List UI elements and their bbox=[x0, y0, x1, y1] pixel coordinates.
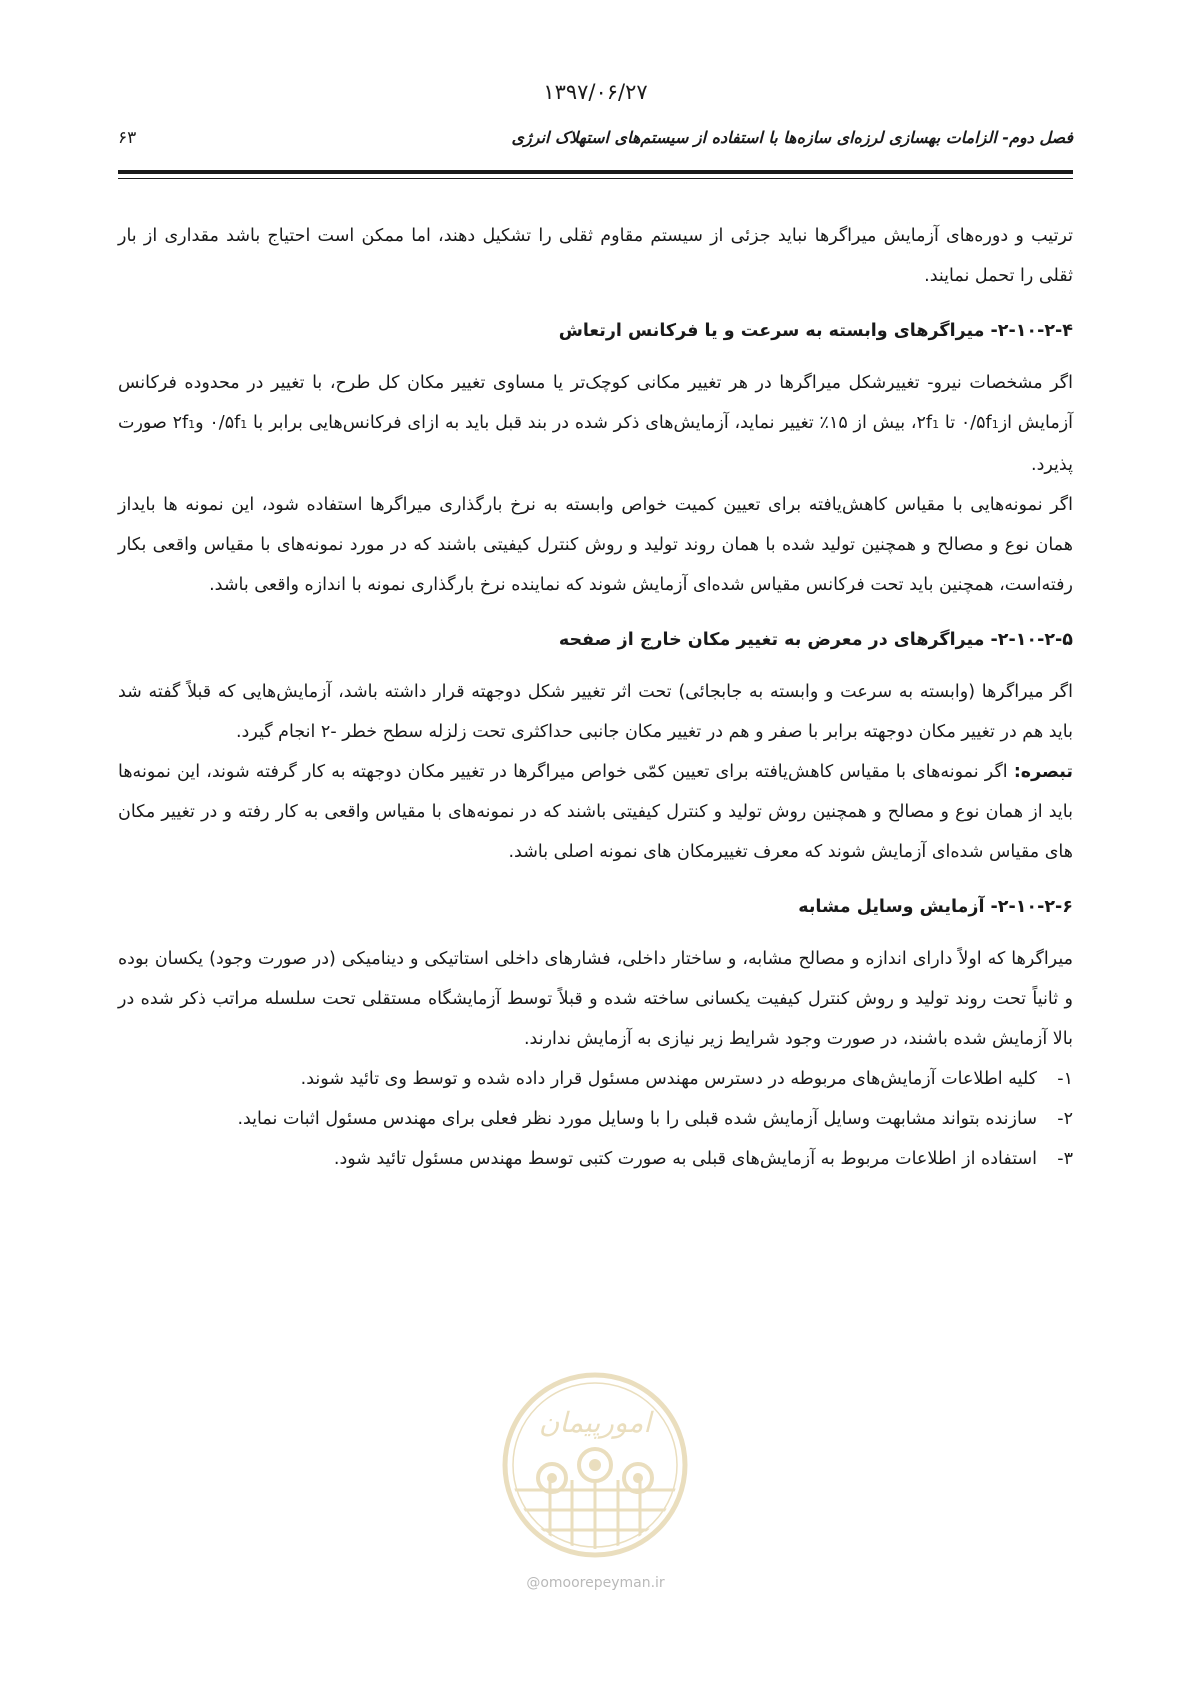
section-6-heading: ۲-۱۰-۲-۶- آزمایش وسایل مشابه bbox=[798, 897, 1073, 917]
section-5-note bbox=[118, 752, 1073, 872]
list-item: ۱- کلیه اطلاعات آزمایش‌های مربوطه در دسترس مهندس مسئول قرار داده شده و توسط وی تائید شوند. bbox=[300, 1069, 1073, 1089]
list-item: ۲- سازنده بتواند مشابهت وسایل آزمایش شده قبلی را با وسایل مورد نظر فعلی برای مهندس مسئول اثبات نماید. bbox=[237, 1109, 1073, 1129]
note-text: اگر نمونه‌های با مقیاس کاهش‌یافته برای تعیین کمّی خواص میراگرها در تغییر مکان دوجهته به کار گرفته شوند، این نمونه‌ها باید از همان نوع و مصالح و همچنین روش تولید و کنترل کیفیتی باشند که در نمونه‌های با مقیاس واقعی به کار رفته و در تغییر مکان های مقیاس شده‌ای آزمایش شوند که معرف تغییرمکان های نمونه اصلی باشد. bbox=[118, 762, 1073, 862]
page-body bbox=[118, 216, 1073, 1179]
conditions-list bbox=[118, 1059, 1073, 1179]
watermark-logo bbox=[500, 1370, 690, 1560]
header-rule-thick bbox=[118, 170, 1073, 174]
section-5-heading: ۲-۱۰-۲-۵- میراگرهای در معرض به تغییر مکان خارج از صفحه bbox=[558, 630, 1073, 650]
header-rule-thin bbox=[118, 178, 1073, 179]
watermark-url: @omoorepeyman.ir bbox=[526, 1575, 665, 1591]
watermark-logo-text: امورپیمان bbox=[538, 1406, 652, 1439]
section-4-paragraph-2: اگر نمونه‌هایی با مقیاس کاهش‌یافته برای تعیین کمیت خواص وابسته به نرخ بارگذاری میراگرها استفاده شود، این نمونه ها بایداز همان نوع و مصالح و همچنین تولید شده با همان روند تولید و روش کنترل کیفیتی باشند که در مورد نمونه‌های با مقیاس واقعی بکار رفته‌است، همچنین باید تحت فرکانس مقیاس شده‌ای آزمایش شوند که نماینده نرخ بارگذاری نمونه با اندازه واقعی باشد. bbox=[118, 495, 1073, 595]
section-5-paragraph-1: اگر میراگرها (وابسته به سرعت و وابسته به جابجائی) تحت اثر تغییر شکل دوجهته قرار داشته باشد، آزمایش‌هایی که قبلاً گفته شد باید هم در تغییر مکان دوجهته برابر با صفر و هم در تغییر مکان جانبی حداکثری تحت زلزله سطح خطر -۲ انجام گیرد. bbox=[118, 682, 1073, 742]
intro-paragraph: ترتیب و دوره‌های آزمایش میراگرها نباید جزئی از سیستم مقاوم ثقلی را تشکیل دهند، اما ممکن است احتیاج باشد مقداری از بار ثقلی را تحمل نمایند. bbox=[118, 226, 1073, 286]
section-4-paragraph-1: اگر مشخصات نیرو- تغییرشکل میراگرها در هر تغییر مکانی کوچک‌تر یا مساوی تغییر مکان کل طرح، با تغییر در محدوده فرکانس آزمایش از۰/۵f1 تا ۲f1، بیش از ۱۵٪ تغییر نماید، آزمایش‌های ذکر شده در بند قبل باید به ازای فرکانس‌هایی برابر با ۰/۵f1 و۲f1 صورت پذیرد. bbox=[118, 373, 1074, 475]
document-date: ۱۳۹۷/۰۶/۲۷ bbox=[543, 80, 648, 104]
note-label: تبصره: bbox=[1013, 762, 1073, 782]
section-4-heading: ۲-۱۰-۲-۴- میراگرهای وابسته به سرعت و یا فرکانس ارتعاش bbox=[558, 321, 1073, 341]
page-number: ۶۳ bbox=[118, 128, 137, 148]
section-6-paragraph-1: میراگرها که اولاً دارای اندازه و مصالح مشابه، و ساختار داخلی، فشارهای داخلی استاتیکی و دینامیکی (در صورت وجود) یکسان بوده و ثانیاً تحت روند تولید و روش کنترل کیفیت یکسانی ساخته شده و قبلاً توسط آزمایشگاه مستقلی تحت سلسله مراتب ذکر شده در بالا آزمایش شده باشند، در صورت وجود شرایط زیر نیازی به آزمایش ندارند. bbox=[118, 949, 1073, 1049]
page-header bbox=[118, 128, 1073, 158]
chapter-title: فصل دوم- الزامات بهسازی لرزه‌ای سازه‌ها با استفاده از سیستم‌های استهلاک انرژی bbox=[511, 128, 1073, 147]
list-item: ۳- استفاده از اطلاعات مربوط به آزمایش‌های قبلی به صورت کتبی توسط مهندس مسئول تائید شود. bbox=[333, 1149, 1073, 1169]
